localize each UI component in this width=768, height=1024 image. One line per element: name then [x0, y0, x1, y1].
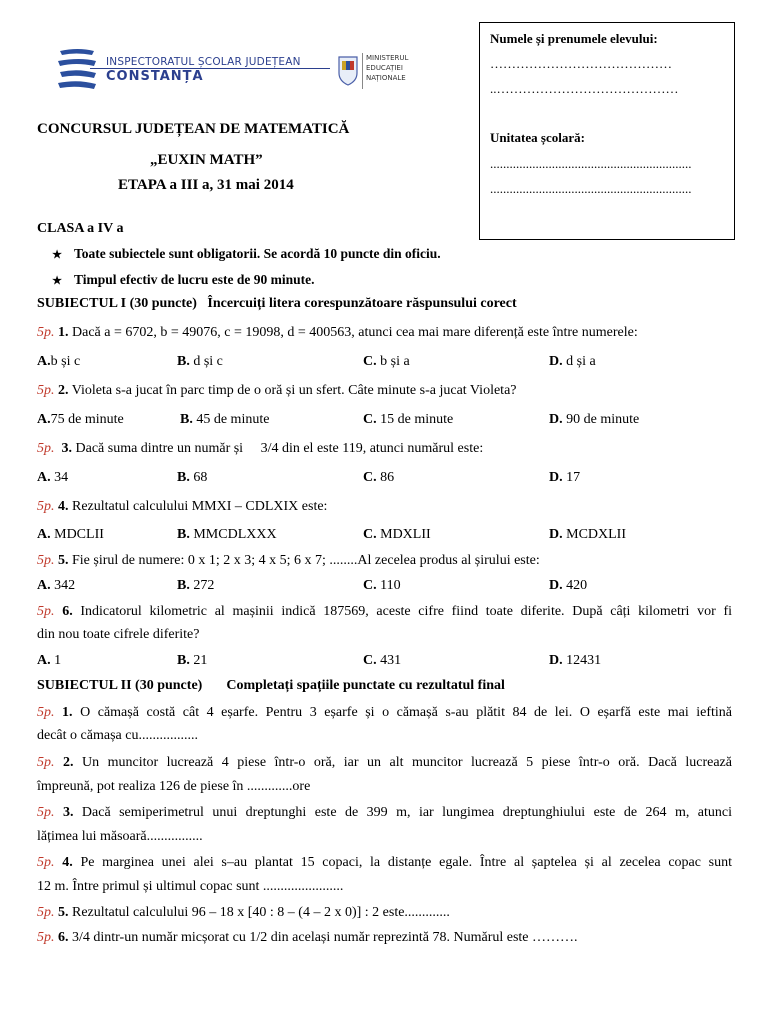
answer-text: MCDXLII — [562, 527, 627, 542]
school-field-line2[interactable]: .............................................................. — [490, 181, 692, 196]
answer-letter: A. — [37, 354, 51, 369]
points-label: 5p. — [37, 499, 55, 514]
s1-q4-answer-a[interactable] — [37, 527, 104, 543]
inspectorate-logo-icon — [54, 47, 102, 97]
s1-q2-answer-a[interactable] — [37, 412, 124, 428]
s1-q3-answer-a[interactable] — [37, 470, 68, 486]
contest-title: CONCURSUL JUDEȚEAN DE MATEMATICĂ — [37, 121, 350, 137]
s1-q5-answer-b[interactable] — [177, 578, 214, 594]
answer-letter: B. — [177, 354, 190, 369]
answer-text: 15 de minute — [376, 412, 454, 427]
points-label: 5p. — [37, 705, 55, 720]
answer-text: MDXLII — [376, 527, 431, 542]
question-text: Un muncitor lucrează 4 piese într-o oră, iar un alt muncitor lucrează 5 piese într-o oră. Dacă lucrează — [82, 755, 732, 770]
points-label: 5p. — [37, 441, 55, 456]
answer-letter: A. — [37, 470, 51, 485]
s1-q3-answer-c[interactable] — [363, 470, 394, 486]
s1-q1-answer-c[interactable] — [363, 354, 410, 370]
s1-q6-answer-d[interactable] — [549, 653, 601, 669]
subject2-title: SUBIECTUL II (30 puncte) — [37, 678, 203, 693]
question-text: Dacă semiperimetrul unui dreptunghi este de 399 m, iar lungimea dreptunghiului este de 264 m, atunci — [81, 805, 732, 820]
s2-question-4-cont[interactable]: 12 m. Între primul și ultimul copac sunt ....................... — [37, 879, 344, 894]
s1-q4-answer-c[interactable] — [363, 527, 431, 543]
s2-question-1 — [37, 705, 732, 721]
answer-text: 34 — [50, 470, 69, 485]
points-label: 5p. — [37, 905, 55, 920]
answer-letter: B. — [177, 527, 190, 542]
s2-question-1-cont[interactable]: decât o cămașa cu................. — [37, 728, 198, 743]
subject2-instruction: Completați spațiile punctate cu rezultatul final — [226, 678, 505, 693]
answer-text: 342 — [50, 578, 76, 593]
contest-stage: ETAPA a III a, 31 mai 2014 — [118, 177, 294, 193]
answer-text: 431 — [376, 653, 402, 668]
s2-question-4 — [37, 855, 732, 871]
subject1-title: SUBIECTUL I (30 puncte) — [37, 296, 197, 311]
ministry-name-line3: NAȚIONALE — [366, 74, 406, 82]
answer-letter: B. — [177, 653, 190, 668]
answer-text: 420 — [562, 578, 588, 593]
points-label: 5p. — [37, 383, 55, 398]
school-field-line1[interactable]: .............................................................. — [490, 156, 692, 171]
s2-question-5 — [37, 905, 450, 921]
inspectorate-name-line2: CONSTANȚA — [106, 69, 204, 84]
answer-letter: C. — [363, 527, 377, 542]
answer-text: 12431 — [562, 653, 602, 668]
ministry-name-line2: EDUCAȚIEI — [366, 64, 403, 72]
s1-q2-answer-d[interactable] — [549, 412, 639, 428]
answer-letter: D. — [549, 653, 563, 668]
answer-text: 86 — [376, 470, 395, 485]
school-label: Unitatea școlară: — [490, 130, 585, 145]
s1-q4-answer-b[interactable] — [177, 527, 277, 543]
points-label: 5p. — [37, 805, 55, 820]
answer-letter: C. — [363, 470, 377, 485]
s1-q5-answer-a[interactable] — [37, 578, 75, 594]
answer-text: 68 — [189, 470, 208, 485]
question-text: O cămașă costă cât 4 eșarfe. Pentru 3 eșarfe și o cămașă s-au plătit 84 de lei. O eșarfă este mai ieftină — [80, 705, 733, 720]
question-number: 4. — [62, 855, 73, 870]
answer-text: 1 — [50, 653, 62, 668]
question-number: 3. — [61, 441, 72, 456]
header-logo-banner — [40, 45, 420, 103]
s1-q6-answer-b[interactable] — [177, 653, 207, 669]
s2-question-3-cont[interactable]: lățimea lui măsoară................ — [37, 829, 203, 844]
s1-q3-answer-d[interactable] — [549, 470, 580, 486]
s2-question-2-cont[interactable]: împreună, pot realiza 126 de piese în .............ore — [37, 779, 311, 794]
points-label: 5p. — [37, 604, 55, 619]
question-number: 5. — [58, 905, 69, 920]
star-bullet-icon: ★ — [52, 275, 62, 287]
s2-question-2 — [37, 755, 732, 771]
answer-letter: A. — [37, 527, 51, 542]
student-name-label: Numele și prenumele elevului: — [490, 31, 658, 46]
answer-letter: D. — [549, 412, 563, 427]
answer-letter: B. — [177, 470, 190, 485]
answer-text: 75 de minute — [50, 412, 124, 427]
question-text: Fie șirul de numere: 0 x 1; 2 x 3; 4 x 5; 6 x 7; ........Al zecelea produs al șirului este: — [72, 553, 540, 568]
s1-q1-answer-b[interactable] — [177, 354, 223, 370]
question-number: 4. — [58, 499, 69, 514]
ministry-name — [366, 53, 408, 83]
question-text: Dacă a = 6702, b = 49076, c = 19098, d = 400563, atunci cea mai mare diferență este între numerele: — [72, 325, 638, 340]
answer-text: MDCLII — [50, 527, 104, 542]
s1-question-1 — [37, 325, 638, 341]
question-number: 2. — [63, 755, 74, 770]
s1-question-6 — [37, 604, 732, 620]
s1-q1-answer-a[interactable] — [37, 354, 80, 370]
s2-question-3 — [37, 805, 732, 821]
points-label: 5p. — [37, 755, 55, 770]
question-number: 1. — [58, 325, 69, 340]
answer-letter: A. — [37, 653, 51, 668]
question-number: 3. — [62, 805, 74, 820]
question-text: Violeta s-a jucat în parc timp de o oră și un sfert. Câte minute s-a jucat Violeta? — [71, 383, 517, 398]
answer-letter: B. — [180, 412, 193, 427]
student-name-field-line2[interactable]: ..…………………………………… — [490, 81, 679, 96]
s1-q5-answer-c[interactable] — [363, 578, 401, 594]
question-number: 2. — [58, 383, 69, 398]
answer-text: 272 — [189, 578, 215, 593]
s1-q2-answer-c[interactable] — [363, 412, 453, 428]
s1-question-3 — [37, 441, 483, 457]
s2-question-6 — [37, 930, 578, 946]
subject2-heading — [37, 678, 505, 694]
answer-letter: B. — [177, 578, 190, 593]
answer-letter: D. — [549, 527, 563, 542]
points-label: 5p. — [37, 325, 55, 340]
points-label: 5p. — [37, 553, 55, 568]
star-bullet-icon: ★ — [52, 249, 62, 261]
student-name-field-line1[interactable]: …………………………………… — [490, 56, 672, 71]
answer-letter: C. — [363, 653, 377, 668]
answer-text: b și c — [50, 354, 81, 369]
answer-letter: A. — [37, 412, 51, 427]
s1-question-2 — [37, 383, 517, 399]
s1-question-5 — [37, 553, 540, 569]
rule-text-1: Toate subiectele sunt obligatorii. Se acordă 10 puncte din oficiu. — [74, 246, 441, 261]
points-label: 5p. — [37, 930, 55, 945]
answer-text: 17 — [562, 470, 581, 485]
answer-letter: C. — [363, 354, 377, 369]
contest-name: „EUXIN MATH” — [150, 152, 263, 168]
rule-item-1 — [50, 246, 441, 262]
rule-text-2: Timpul efectiv de lucru este de 90 minute. — [74, 272, 315, 287]
points-label: 5p. — [37, 855, 55, 870]
question-text: Rezultatul calculului 96 – 18 x [40 : 8 – (4 – 2 x 0)] : 2 este............. — [72, 905, 450, 920]
s1-q6-answer-a[interactable] — [37, 653, 61, 669]
s1-q6-answer-c[interactable] — [363, 653, 401, 669]
question-text: Rezultatul calculului MMXI – CDLXIX este: — [72, 499, 328, 514]
subject1-heading — [37, 296, 517, 312]
answer-text: d și c — [189, 354, 223, 369]
answer-text: d și a — [562, 354, 596, 369]
s1-question-6-cont: din nou toate cifrele diferite? — [37, 627, 200, 642]
s1-q5-answer-d[interactable] — [549, 578, 587, 594]
answer-text: 90 de minute — [562, 412, 640, 427]
ministry-divider — [362, 53, 363, 89]
answer-text: 45 de minute — [192, 412, 270, 427]
s1-q3-answer-b[interactable] — [177, 470, 207, 486]
s1-q1-answer-d[interactable] — [549, 354, 596, 370]
answer-letter: D. — [549, 354, 563, 369]
inspectorate-name-line1: INSPECTORATUL ȘCOLAR JUDEȚEAN — [106, 56, 301, 68]
question-number: 1. — [62, 705, 73, 720]
rule-item-2 — [50, 272, 314, 288]
answer-text: b și a — [376, 354, 410, 369]
answer-letter: C. — [363, 578, 377, 593]
question-number: 6. — [62, 604, 73, 619]
answer-letter: D. — [549, 470, 563, 485]
subject1-instruction: Încercuiți litera corespunzătoare răspunsului corect — [207, 296, 517, 311]
s1-q4-answer-d[interactable] — [549, 527, 626, 543]
question-text: Pe marginea unei alei s–au plantat 15 copaci, la distanțe egale. Între al șaptelea și al zecelea copac sunt — [80, 855, 733, 870]
answer-letter: A. — [37, 578, 51, 593]
answer-letter: C. — [363, 412, 377, 427]
answer-text: MMCDLXXX — [189, 527, 277, 542]
s1-q2-answer-b[interactable] — [180, 412, 269, 428]
ministry-crest-icon — [336, 53, 360, 87]
question-text: Dacă suma dintre un număr și 3/4 din el este 119, atunci numărul este: — [75, 441, 484, 456]
s1-question-4 — [37, 499, 327, 515]
answer-text: 21 — [189, 653, 208, 668]
student-info-box — [479, 22, 735, 240]
question-text: Indicatorul kilometric al mașinii indică 187569, aceste cifre fiind toate diferite. După câți kilometri vor fi — [80, 604, 733, 619]
question-number: 6. — [58, 930, 69, 945]
question-text: 3/4 dintr-un număr micșorat cu 1/2 din același număr reprezintă 78. Numărul este ………. — [72, 930, 578, 945]
class-label: CLASA a IV a — [37, 221, 124, 236]
question-number: 5. — [58, 553, 69, 568]
answer-letter: D. — [549, 578, 563, 593]
answer-text: 110 — [376, 578, 401, 593]
ministry-name-line1: MINISTERUL — [366, 54, 409, 62]
